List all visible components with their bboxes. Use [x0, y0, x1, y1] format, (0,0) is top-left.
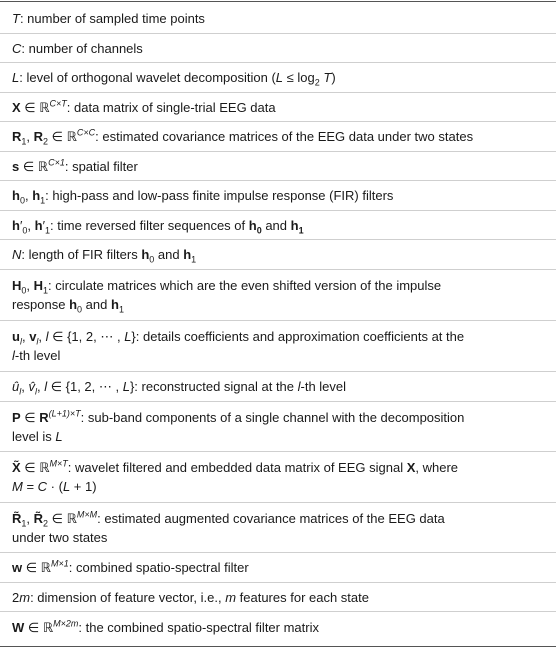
row-text: L: level of orthogonal wavelet decomposition $(L \le \log_2 T)$ — [12, 70, 336, 88]
table-row — [0, 321, 556, 372]
table-row — [0, 34, 556, 63]
table-row — [0, 152, 556, 181]
row-text: $û_l$, $v̂_l$, l ∈ {1, 2, ⋯ , L}: reconstructed signal at the l-th level — [12, 379, 347, 397]
table-row — [0, 270, 556, 321]
table-row — [0, 583, 556, 612]
table-row — [0, 93, 556, 122]
table-row — [0, 372, 556, 402]
row-text: $R̃_1$, $R̃_2$ ∈ ℝ$^{M\times M}$: estimated augmented covariance matrices of the EEG data under two states — [12, 509, 445, 545]
top-rule — [0, 1, 556, 2]
table-row — [0, 240, 556, 270]
table-row — [0, 122, 556, 152]
row-text: X̃ ∈ ℝ$^{M\times T}$: wavelet filtered and embedded data matrix of EEG signal X, where M = C · (L + 1) — [12, 458, 459, 494]
row-text: $H_0$, $H_1$: circulate matrices which are the even shifted version of the impulse response $h_0$ and $h_1$ — [12, 278, 442, 315]
table-row — [0, 402, 556, 452]
table-row — [0, 553, 556, 583]
table-row — [0, 211, 556, 240]
row-text: N: length of FIR filters $h_0$ and $h_1$ — [12, 247, 197, 265]
row-text: $h_0$, $h_1$: high-pass and low-pass finite impulse response (FIR) filters — [12, 188, 394, 206]
row-text: C: number of channels — [12, 40, 143, 56]
table-row — [0, 612, 556, 642]
row-text: P ∈ $R^{(L+1)\times T}$: sub-band components of a single channel with the decomposition level is L — [12, 408, 465, 444]
row-text: $h'_0$, $h'_1$: time reversed filter sequences of $h_0$ and $h_1$ — [12, 217, 304, 236]
row-text: X ∈ ℝ$^{C\times T}$: data matrix of single-trial EEG data — [12, 98, 276, 115]
row-text: W ∈ ℝ$^{M\times 2m}$: the combined spatio-spectral filter matrix — [12, 618, 319, 635]
row-text: 2m: dimension of feature vector, i.e., m features for each state — [12, 589, 369, 605]
table-row — [0, 503, 556, 553]
bottom-rule — [0, 646, 556, 647]
row-text: s ∈ ℝ$^{C\times 1}$: spatial filter — [12, 157, 138, 174]
table-row — [0, 3, 556, 34]
table-row — [0, 452, 556, 503]
table-row — [0, 63, 556, 93]
row-text: $R_1$, $R_2$ ∈ ℝ$^{C\times C}$: estimated covariance matrices of the EEG data under two states — [12, 127, 474, 147]
row-text: $u_l$, $v_l$, l ∈ {1, 2, ⋯ , L}: details coefficients and approximation coefficients at the l-th level — [12, 329, 465, 363]
row-text: T: number of sampled time points — [12, 10, 205, 26]
table-row — [0, 181, 556, 211]
row-text: w ∈ ℝ$^{M\times 1}$: combined spatio-spectral filter — [12, 558, 249, 575]
